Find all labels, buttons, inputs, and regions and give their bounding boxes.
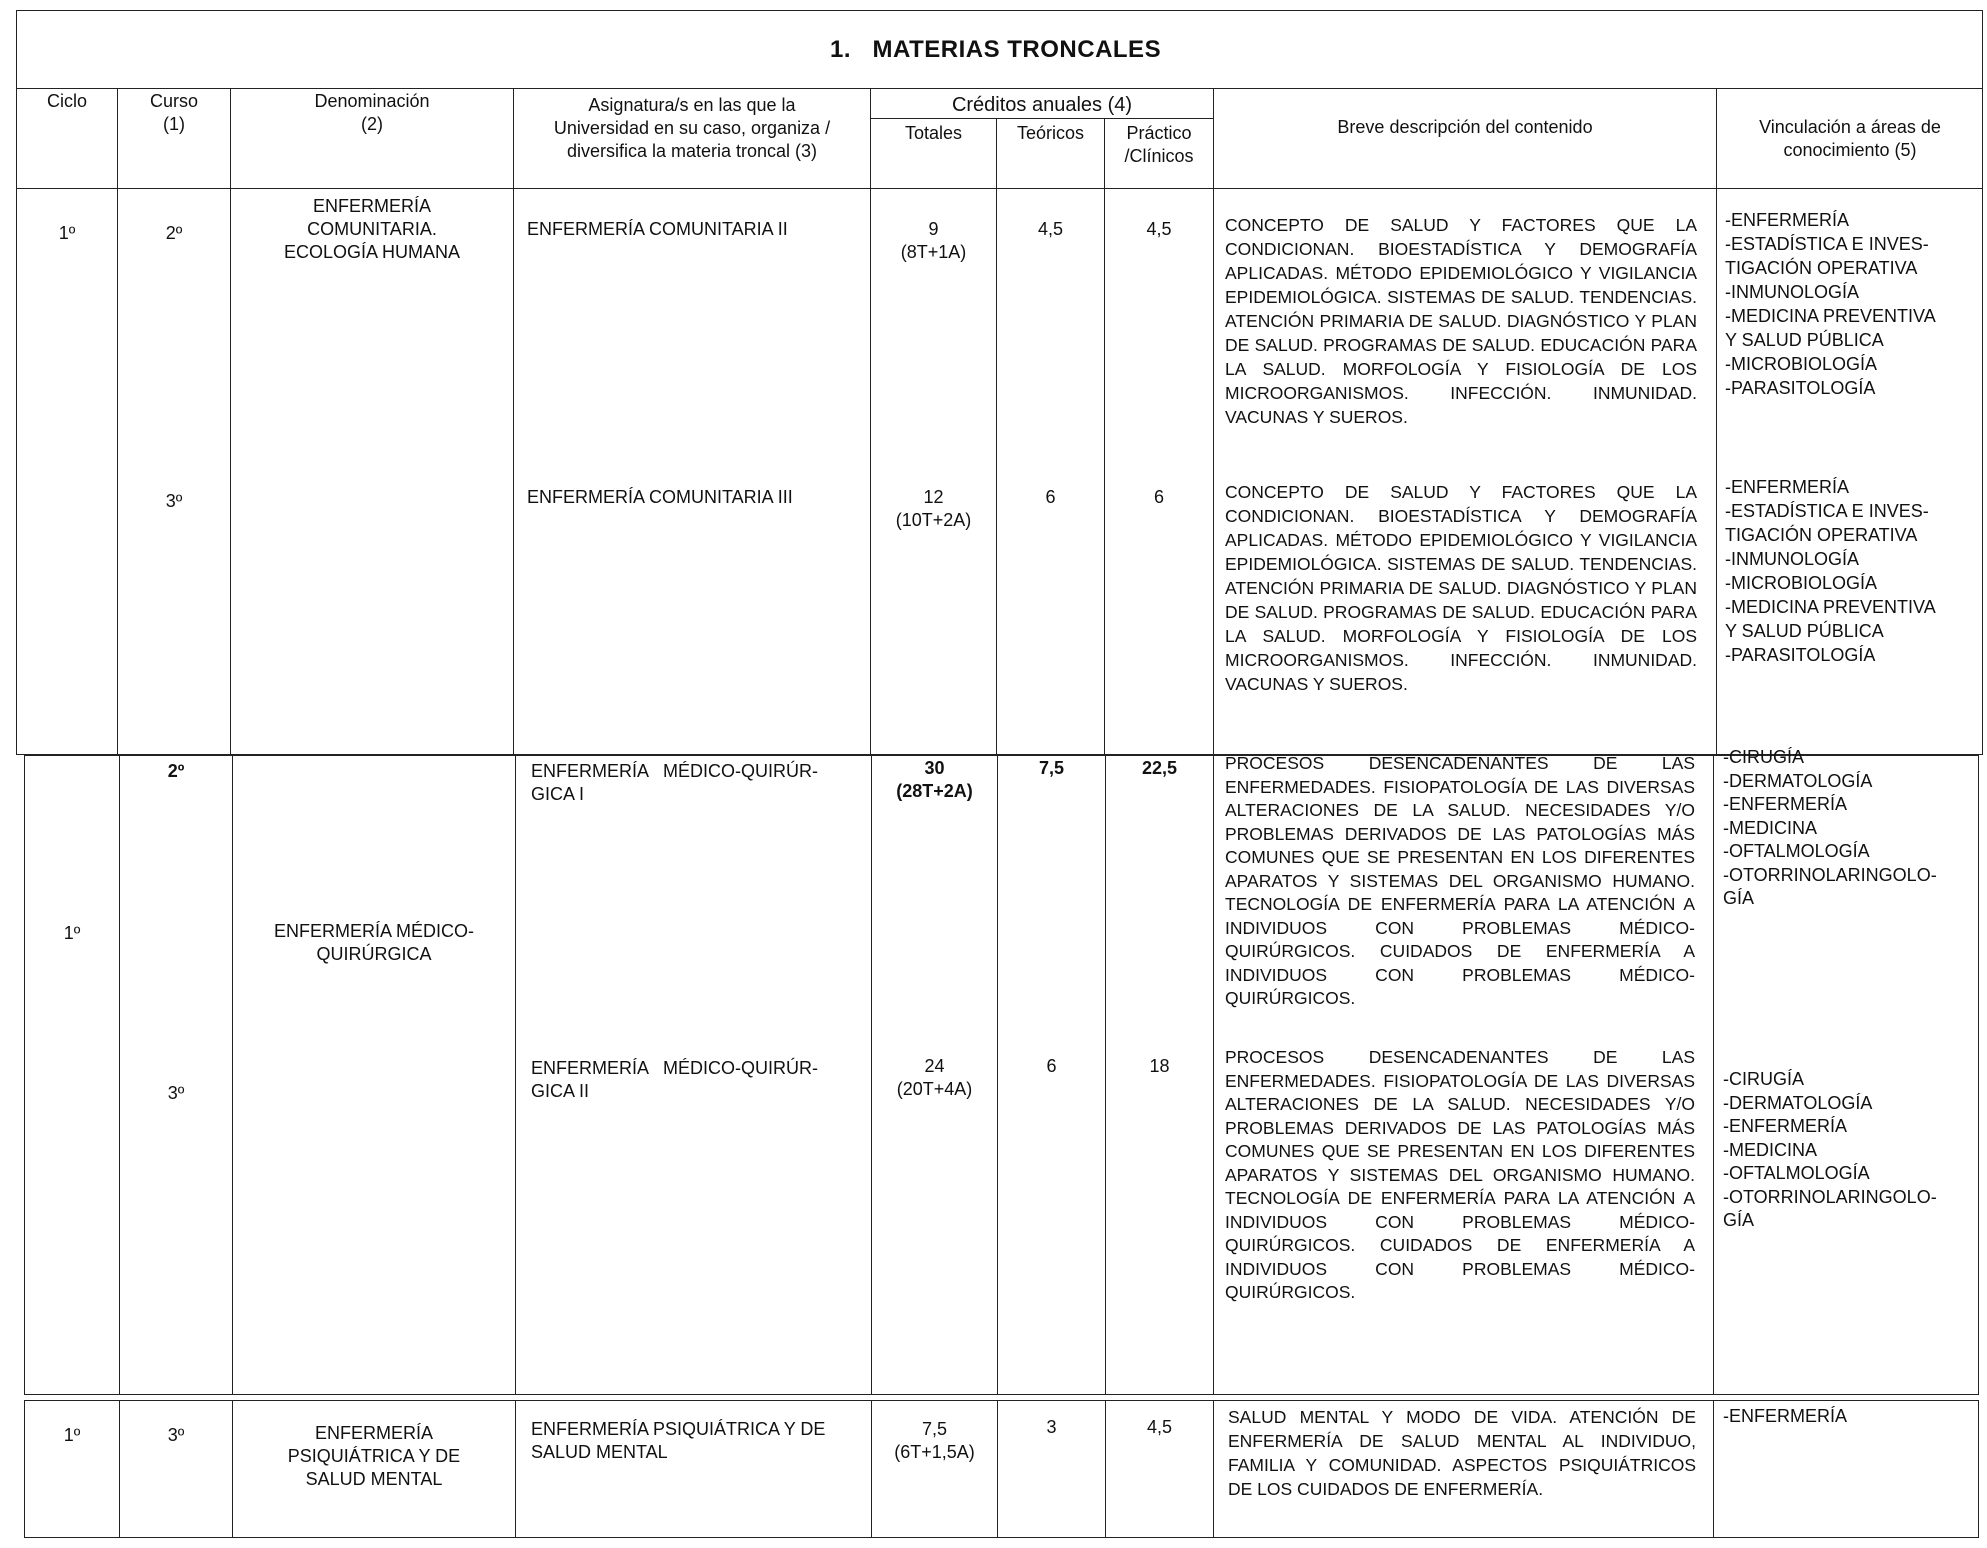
row4-descripcion: PROCESOS DESENCADENANTES DE LAS ENFERMEDADES. FISIOPATOLOGÍA DE LAS DIVERSAS ALTERACIONES DE LA SALUD. NECESIDADES Y/O PROBLEMAS DERIVADOS DE LAS PATOLOGÍAS MÁS COMUNES QUE SE PRESENTAN EN LOS DIFERENTES APARATOS Y SISTEMAS DEL ORGANISMO HUMANO. TECNOLOGÍA DE ENFERMERÍA PARA LA ATENCIÓN A INDIVIDUOS CON PROBLEMAS MÉDICO-QUIRÚRGICOS. CUIDADOS DE ENFERMERÍA A INDIVIDUOS CON PROBLEMAS MÉDICO-QUIRÚRGICOS. (1225, 1047, 1695, 1302)
row1-practicos: 4,5 (1146, 219, 1172, 239)
row1-areas: -ENFERMERÍA -ESTADÍSTICA E INVES- TIGACIÓN OPERATIVA -INMUNOLOGÍA -MEDICINA PREVENTIVA Y SALUD PÚBLICA -MICROBIOLOGÍA -PARASITOLOGÍA (1725, 210, 1936, 398)
header-practicos: Práctico /Clínicos (1124, 123, 1194, 166)
col-line-2 (230, 88, 231, 755)
header-curso: Curso (1) (149, 91, 198, 134)
row4-teoricos: 6 (1046, 1056, 1057, 1076)
header-denominacion: Denominación (2) (314, 91, 430, 134)
col-line-b2-1 (119, 755, 120, 1395)
row5-practicos: 4,5 (1146, 1417, 1173, 1437)
col-line-b2-3 (515, 755, 516, 1395)
row4-totales: 24 (20T+4A) (896, 1056, 973, 1099)
row2-areas: -ENFERMERÍA -ESTADÍSTICA E INVES- TIGACIÓN OPERATIVA -INMUNOLOGÍA -MICROBIOLOGÍA -MEDICINA PREVENTIVA Y SALUD PÚBLICA -PARASITOLOGÍA (1725, 477, 1936, 665)
col-line-b3-7 (1213, 1400, 1214, 1538)
row2-descripcion: CONCEPTO DE SALUD Y FACTORES QUE LA CONDICIONAN. BIOESTADÍSTICA Y DEMOGRAFÍA APLICADAS. MÉTODO EPIDEMIOLÓGICO Y VIGILANCIA EPIDEMIOLÓGICA. SISTEMAS DE SALUD. TENDENCIAS. ATENCIÓN PRIMARIA DE SALUD. DIAGNÓSTICO Y PLAN DE SALUD. PROGRAMAS DE SALUD. EDUCACIÓN PARA LA SALUD. MORFOLOGÍA Y FISIOLOGÍA DE LOS MICROORGANISMOS. INFECCIÓN. INMUNIDAD. VACUNAS Y SUEROS. (1225, 482, 1697, 694)
row5-totales: 7,5 (6T+1,5A) (894, 1419, 975, 1462)
row3-asignatura: ENFERMERÍA MÉDICO-QUIRÚR- GICA I (531, 761, 819, 804)
row2-asignatura: ENFERMERÍA COMUNITARIA III (527, 487, 793, 507)
header-ciclo: Ciclo (46, 91, 87, 111)
col-line-b2-2 (232, 755, 233, 1395)
col-line-3 (513, 88, 514, 755)
header-descripcion: Breve descripción del contenido (1337, 117, 1593, 137)
row5-asignatura: ENFERMERÍA PSIQUIÁTRICA Y DE SALUD MENTAL (531, 1419, 826, 1462)
row5-ciclo: 1º (63, 1425, 81, 1445)
row5-areas: -ENFERMERÍA (1723, 1406, 1848, 1426)
row5-descripcion: SALUD MENTAL Y MODO DE VIDA. ATENCIÓN DE ENFERMERÍA DE SALUD MENTAL AL INDIVIDUO, FAMILIA Y COMUNIDAD. ASPECTOS PSIQUIÁTRICOS DE LOS CUIDADOS DE ENFERMERÍA. (1228, 1407, 1696, 1499)
row1-descripcion: CONCEPTO DE SALUD Y FACTORES QUE LA CONDICIONAN. BIOESTADÍSTICA Y DEMOGRAFÍA APLICADAS. MÉTODO EPIDEMIOLÓGICO Y VIGILANCIA EPIDEMIOLÓGICA. SISTEMAS DE SALUD. TENDENCIAS. ATENCIÓN PRIMARIA DE SALUD. DIAGNÓSTICO Y PLAN DE SALUD. PROGRAMAS DE SALUD. EDUCACIÓN PARA LA SALUD. MORFOLOGÍA Y FISIOLOGÍA DE LOS MICROORGANISMOS. INFECCIÓN. INMUNIDAD. VACUNAS Y SUEROS. (1225, 215, 1697, 427)
row2-practicos: 6 (1153, 487, 1164, 507)
col-line-4 (870, 88, 871, 755)
row1-teoricos: 4,5 (1037, 219, 1064, 239)
row4-areas: -CIRUGÍA -DERMATOLOGÍA -ENFERMERÍA -MEDICINA -OFTALMOLOGÍA -OTORRINOLARINGOLO- GÍA (1723, 1069, 1937, 1230)
row1-denominacion: ENFERMERÍA COMUNITARIA. ECOLOGÍA HUMANA (283, 196, 461, 262)
title-divider (16, 88, 1983, 89)
creditos-divider (870, 118, 1213, 119)
row4-curso: 3º (167, 1083, 185, 1103)
col-line-b3-8 (1713, 1400, 1714, 1538)
row2-totales: 12 (10T+2A) (895, 487, 972, 530)
row5-teoricos: 3 (1046, 1417, 1057, 1437)
row3-ciclo: 1º (63, 923, 81, 943)
col-line-1 (117, 88, 118, 755)
header-divider (16, 188, 1983, 189)
row1-totales: 9 (8T+1A) (900, 219, 967, 262)
row5-curso: 3º (167, 1425, 185, 1445)
col-line-8 (1716, 88, 1717, 755)
col-line-b3-3 (515, 1400, 516, 1538)
col-line-5 (996, 118, 997, 755)
row4-asignatura: ENFERMERÍA MÉDICO-QUIRÚR- GICA II (531, 1058, 819, 1101)
row1-ciclo: 1º (58, 223, 76, 243)
page-title: 1. MATERIAS TRONCALES (830, 36, 1162, 63)
row3-descripcion: PROCESOS DESENCADENANTES DE LAS ENFERMEDADES. FISIOPATOLOGÍA DE LAS DIVERSAS ALTERACIONES DE LA SALUD. NECESIDADES Y/O PROBLEMAS DERIVADOS DE LAS PATOLOGÍAS MÁS COMUNES QUE SE PRESENTAN EN LOS DIFERENTES APARATOS Y SISTEMAS DEL ORGANISMO HUMANO. TECNOLOGÍA DE ENFERMERÍA PARA LA ATENCIÓN A INDIVIDUOS CON PROBLEMAS MÉDICO-QUIRÚRGICOS. CUIDADOS DE ENFERMERÍA A INDIVIDUOS CON PROBLEMAS MÉDICO-QUIRÚRGICOS. (1225, 753, 1695, 1008)
header-totales: Totales (904, 123, 963, 143)
row2-teoricos: 6 (1045, 487, 1056, 507)
row3-practicos: 22,5 (1141, 758, 1178, 778)
row4-practicos: 18 (1149, 1056, 1170, 1076)
row3-denominacion: ENFERMERÍA MÉDICO- QUIRÚRGICA (273, 921, 474, 964)
col-line-b2-8 (1713, 755, 1714, 1395)
col-line-6 (1104, 118, 1105, 755)
row3-curso: 2º (167, 761, 185, 781)
row1-asignatura: ENFERMERÍA COMUNITARIA II (527, 219, 788, 239)
row3-teoricos: 7,5 (1038, 758, 1065, 778)
col-line-7 (1213, 88, 1214, 755)
row3-areas: -CIRUGÍA -DERMATOLOGÍA -ENFERMERÍA -MEDICINA -OFTALMOLOGÍA -OTORRINOLARINGOLO- GÍA (1723, 747, 1937, 908)
header-vinculacion: Vinculación a áreas de conocimiento (5) (1759, 117, 1941, 160)
col-line-b3-1 (119, 1400, 120, 1538)
row2-curso: 3º (165, 491, 183, 511)
header-teoricos: Teóricos (1016, 123, 1085, 143)
row3-totales: 30 (28T+2A) (896, 758, 973, 801)
header-creditos: Créditos anuales (4) (951, 94, 1133, 116)
row1-curso: 2º (165, 223, 183, 243)
header-asignatura: Asignatura/s en las que la Universidad en su caso, organiza / diversifica la materia troncal (3) (553, 95, 831, 161)
row5-denominacion: ENFERMERÍA PSIQUIÁTRICA Y DE SALUD MENTAL (287, 1423, 461, 1489)
col-line-b2-7 (1213, 755, 1214, 1395)
